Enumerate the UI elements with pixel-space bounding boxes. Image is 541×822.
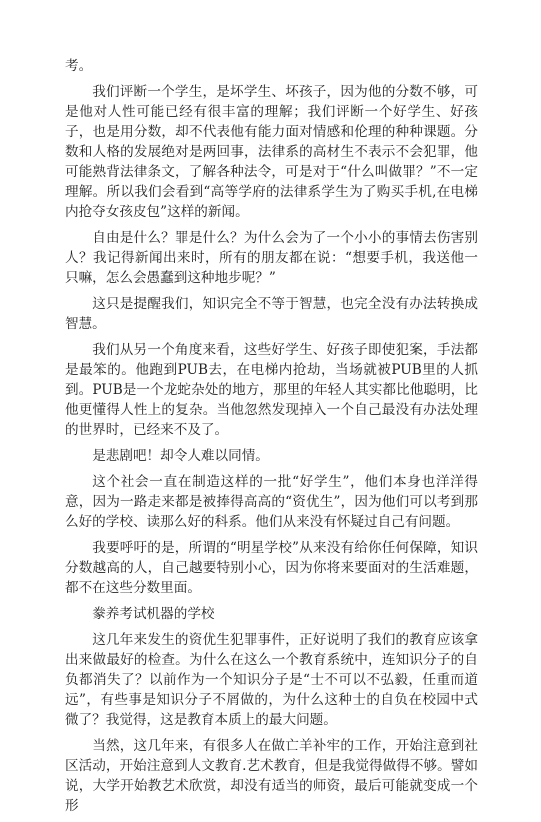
paragraph-6: 是悲剧吧！却令人难以同情。: [92, 448, 269, 464]
paragraph-4: 这只是提醒我们，知识完全不等于智慧，也完全没有办法转换成智慧。: [65, 296, 478, 332]
document-body: [65, 56, 478, 822]
paragraph-5: 我们从另一个角度来看，这些好学生、好孩子即使犯案，手法都是最笨的。他跑到PUB去，在电梯内抢劫，当场就被PUB里的人抓到。PUB是一个龙蛇杂处的地方，那里的年轻人其实都比他聪明，比他更懂得人性上的复杂。当他忽然发现掉入一个自己最没有办法处理的世界时，已经来不及了。: [65, 342, 478, 438]
paragraph-7: 这个社会一直在制造这样的一批“好学生”，他们本身也洋洋得意，因为一路走来都是被捧得高高的“资优生”，因为他们可以考到那么好的学校、读那么好的科系。他们从来没有怀疑过自己有问题。: [65, 474, 478, 530]
paragraph-1: 考。: [65, 58, 93, 74]
section-heading: 豢养考试机器的学校: [92, 606, 215, 622]
paragraph-9: 这几年来发生的资优生犯罪事件，正好说明了我们的教育应该拿出来做最好的检查。为什么在这么一个教育系统中，连知识分子的自负都消失了？以前作为一个知识分子是“士不可以不弘毅，任重而道远”，有些事是知识分子不屑做的，为什么这种士的自负在校园中式微了？我觉得，这是教育本质上的最大问题。: [65, 632, 478, 728]
paragraph-3: 自由是什么？罪是什么？为什么会为了一个小小的事情去伤害别人？我记得新闻出来时，所有的朋友都在说：“想要手机，我送他一只嘛，怎么会愚蠢到这种地步呢？”: [65, 230, 478, 286]
paragraph-8: 我要呼吁的是，所谓的“明星学校”从来没有给你任何保障，知识分数越高的人，自己越要特别小心，因为你将来要面对的生活难题，都不在这些分数里面。: [65, 540, 478, 596]
paragraph-2: 我们评断一个学生，是坏学生、坏孩子，因为他的分数不够，可是他对人性可能已经有很丰富的理解；我们评断一个好学生、好孩子，也是用分数，却不代表他有能力面对情感和伦理的种种课题。分数和人格的发展绝对是两回事，法律系的高材生不表示不会犯罪，他可能熟背法律条文，了解各种法令，可是对于“什么叫做罪？”不一定理解。所以我们会看到“高等学府的法律系学生为了购买手机,在电梯内抢夺女孩皮包”这样的新闻。: [65, 84, 478, 220]
paragraph-10: 当然，这几年来，有很多人在做亡羊补牢的工作，开始注意到社区活动，开始注意到人文教育.艺术教育，但是我觉得做得不够。譬如说，大学开始教艺术欣赏，却没有适当的师资，最后可能就变成一个形: [65, 738, 478, 814]
